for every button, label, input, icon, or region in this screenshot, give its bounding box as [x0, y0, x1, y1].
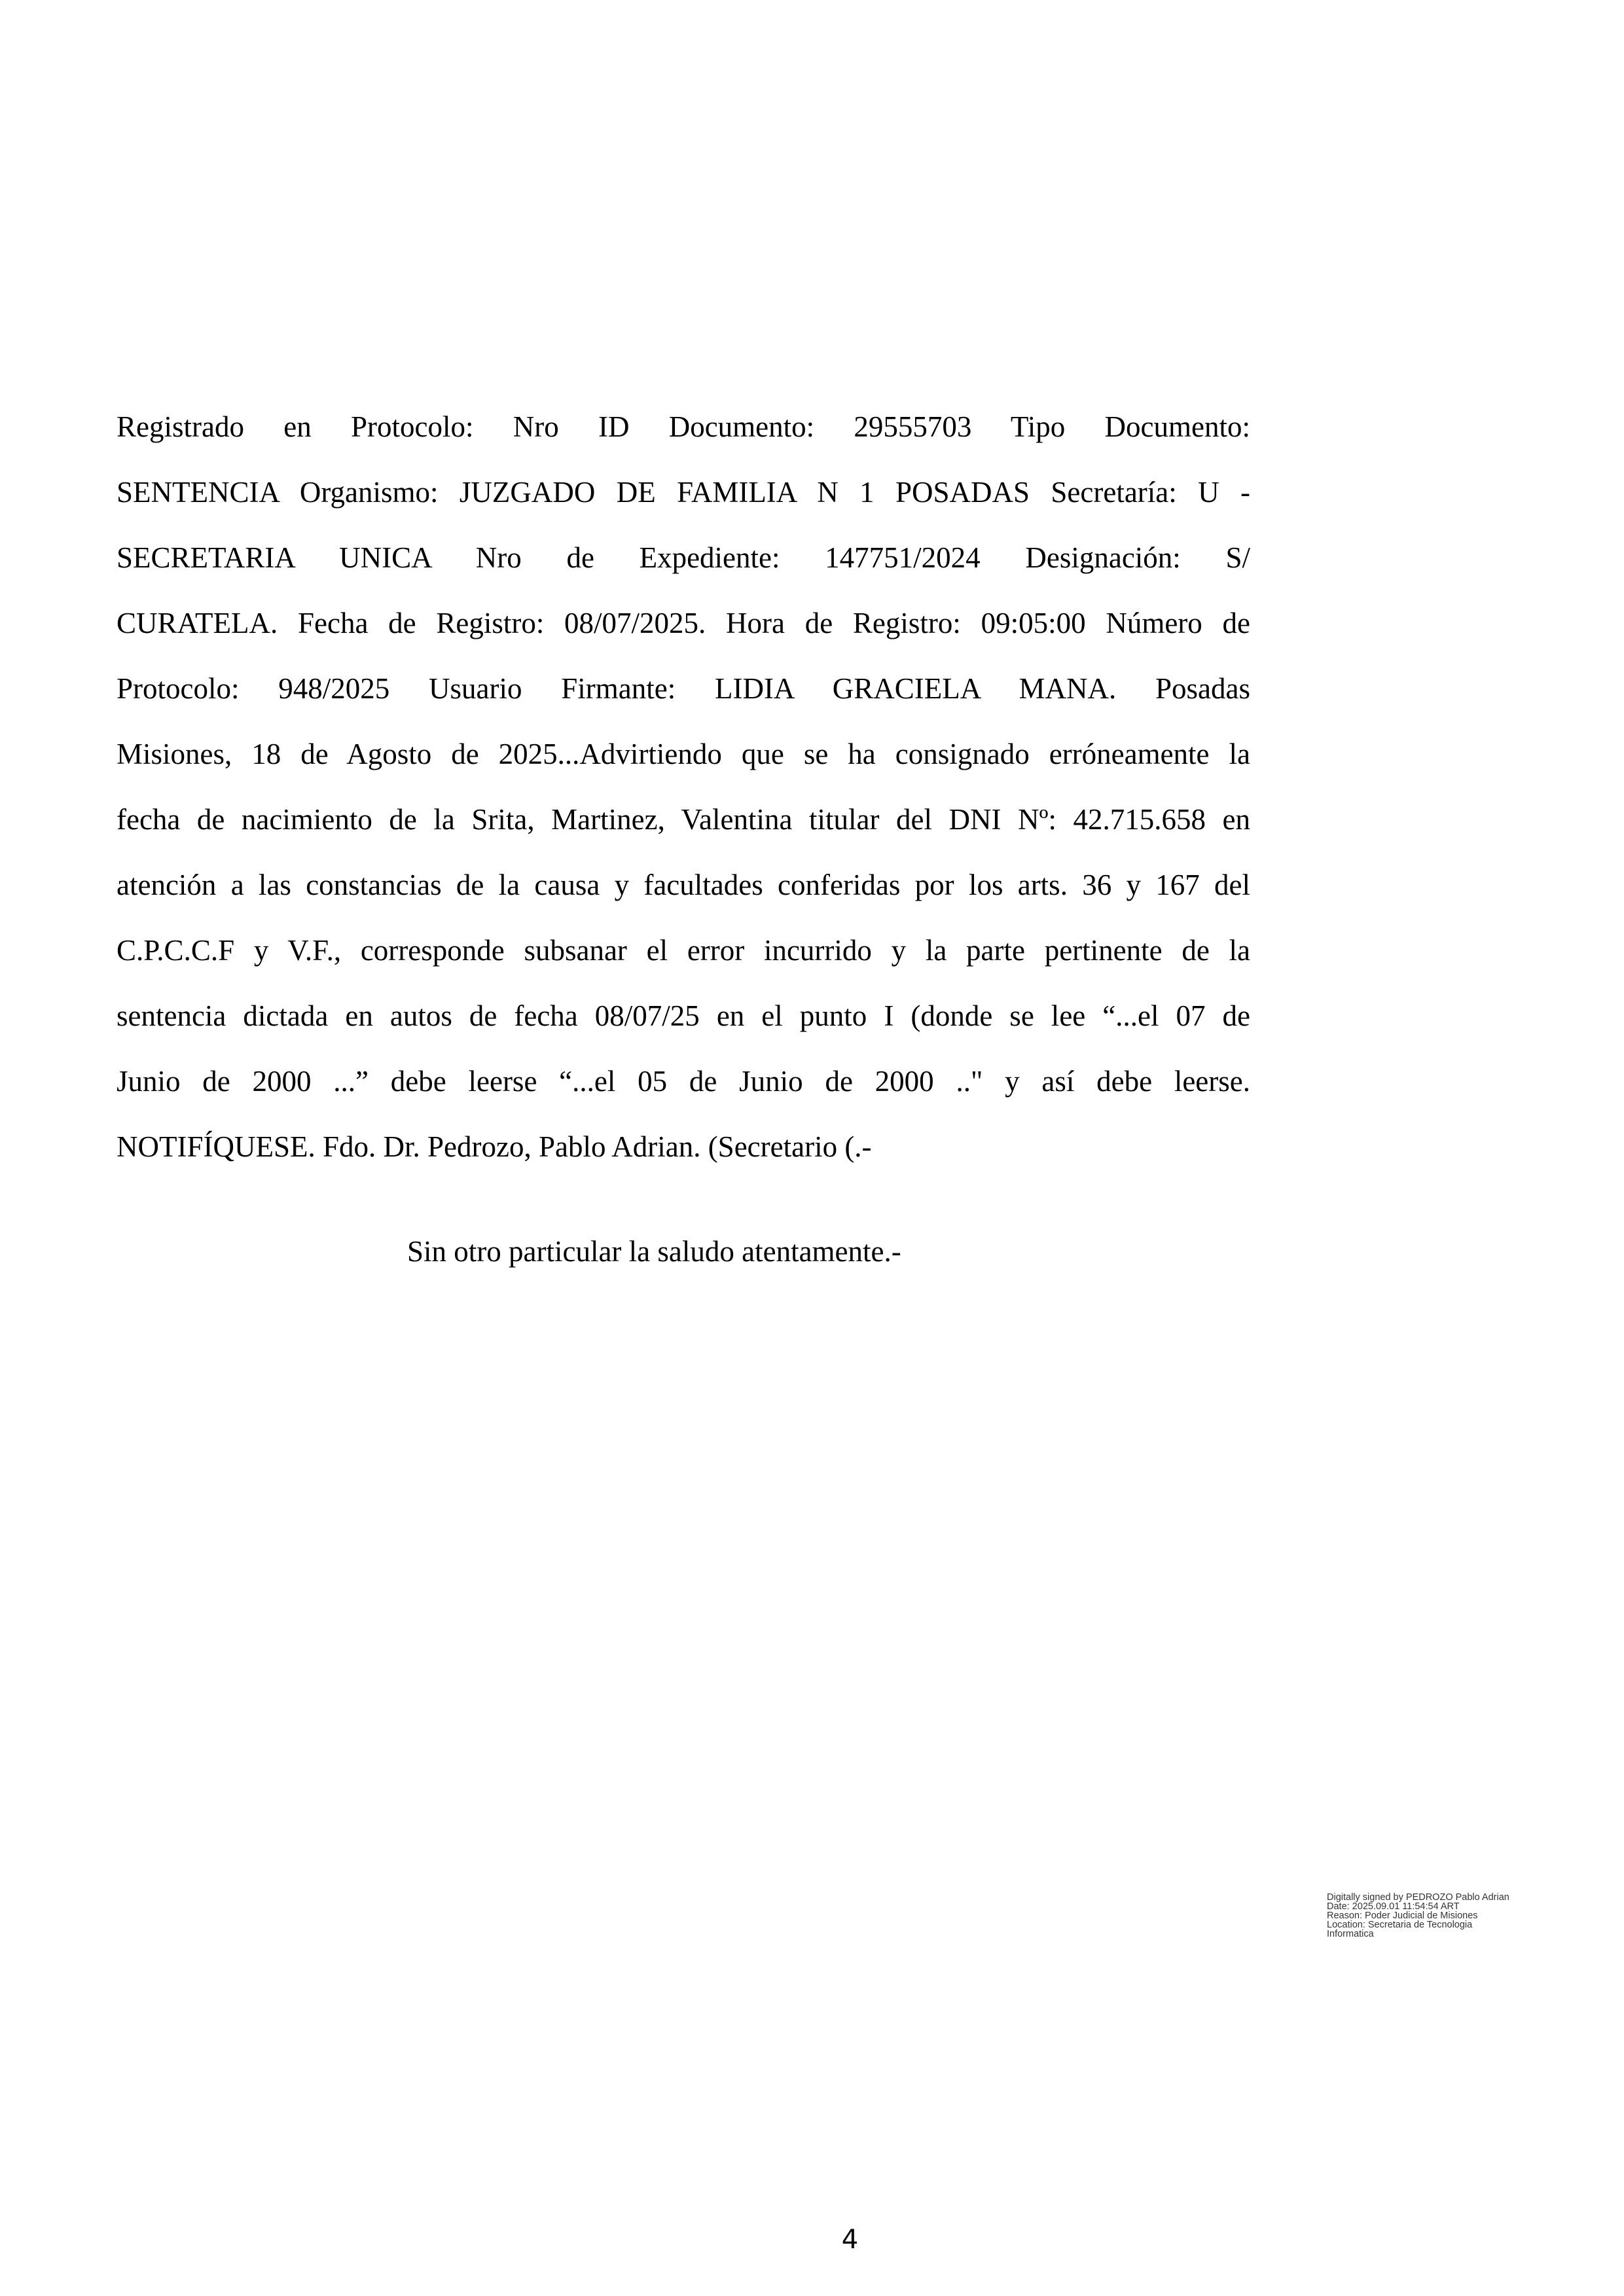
body-line-3: SECRETARIA UNICA Nro de Expediente: 147751/2024 Designación: S/ [117, 541, 1250, 574]
body-line-9: C.P.C.C.F y V.F., corresponde subsanar el error incurrido y la parte pertinente de la [117, 934, 1250, 967]
body-line-4: CURATELA. Fecha de Registro: 08/07/2025. Hora de Registro: 09:05:00 Número de [117, 607, 1250, 639]
body-line-2: SENTENCIA Organismo: JUZGADO DE FAMILIA N 1 POSADAS Secretaría: U - [117, 476, 1250, 509]
signature-location-cont: Informatica [1327, 1929, 1374, 1939]
body-line-12: NOTIFÍQUESE. Fdo. Dr. Pedrozo, Pablo Adrian. (Secretario (.- [117, 1130, 872, 1163]
body-line-8: atención a las constancias de la causa y facultades conferidas por los arts. 36 y 167 del [117, 869, 1250, 901]
signature-date: Date: 2025.09.01 11:54:54 ART [1327, 1901, 1460, 1912]
signature-location: Location: Secretaria de Tecnologia [1327, 1920, 1473, 1930]
closing-salutation: Sin otro particular la saludo atentamente.- [407, 1235, 901, 1268]
signature-signer: Digitally signed by PEDROZO Pablo Adrian [1327, 1892, 1509, 1903]
digital-signature-stamp [1327, 1893, 1562, 1939]
document-body [117, 394, 1250, 1179]
body-line-7: fecha de nacimiento de la Srita, Martinez, Valentina titular del DNI Nº: 42.715.658 en [117, 803, 1250, 836]
body-line-6: Misiones, 18 de Agosto de 2025...Advirtiendo que se ha consignado erróneamente la [117, 738, 1250, 770]
page-number-container [0, 2224, 1624, 2255]
body-line-11: Junio de 2000 ...” debe leerse “...el 05 de Junio de 2000 .." y así debe leerse. [117, 1065, 1250, 1098]
body-line-10: sentencia dictada en autos de fecha 08/07/25 en el punto I (donde se lee “...el 07 de [117, 999, 1250, 1032]
body-line-5: Protocolo: 948/2025 Usuario Firmante: LIDIA GRACIELA MANA. Posadas [117, 672, 1250, 705]
signature-reason: Reason: Poder Judicial de Misiones [1327, 1910, 1478, 1921]
body-line-1: Registrado en Protocolo: Nro ID Documento: 29555703 Tipo Documento: [117, 410, 1250, 443]
page-number: 4 [841, 2225, 859, 2255]
